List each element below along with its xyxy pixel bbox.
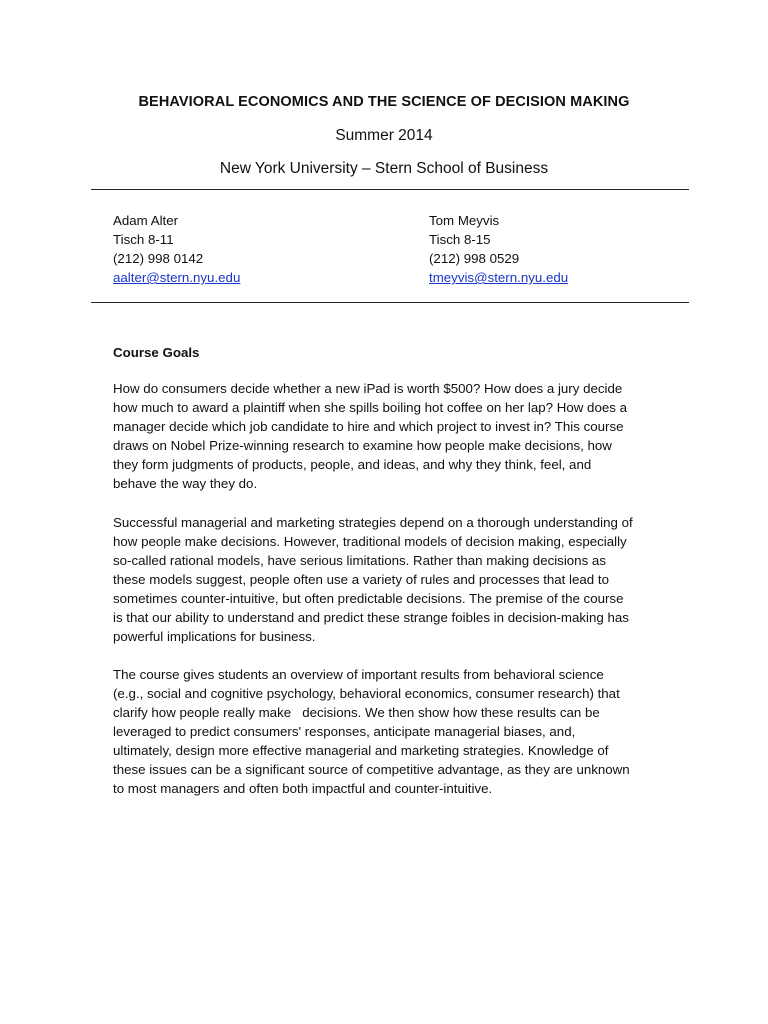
- instructor-email-link[interactable]: aalter@stern.nyu.edu: [113, 270, 241, 285]
- paragraph-line: how people make decisions. However, traditional models of decision making, especially: [113, 534, 627, 549]
- paragraph-line: how much to award a plaintiff when she spills boiling hot coffee on her lap? How does a: [113, 400, 627, 415]
- instructor-email-link[interactable]: tmeyvis@stern.nyu.edu: [429, 270, 569, 285]
- paragraph-line: is that our ability to understand and predict these strange foibles in decision-making has: [113, 610, 629, 625]
- instructor-phone: (212) 998 0529: [429, 251, 520, 266]
- instructor-name: Tom Meyvis: [429, 213, 500, 228]
- bottom-divider: [91, 302, 689, 303]
- paragraph-1: [113, 379, 673, 493]
- school-name: New York University – Stern School of Business: [219, 160, 549, 177]
- paragraph-line: these issues can be a significant source of competitive advantage, as they are unknown: [113, 762, 630, 777]
- paragraph-line: manager decide which job candidate to hire and which project to invest in? This course: [113, 419, 624, 434]
- paragraph-line: clarify how people really make decisions. We then show how these results can be: [113, 705, 600, 720]
- paragraph-line: ultimately, design more effective managerial and marketing strategies. Knowledge of: [113, 743, 609, 758]
- instructor-name: Adam Alter: [113, 213, 179, 228]
- paragraph-line: these models suggest, people often use a variety of rules and processes that lead to: [113, 572, 609, 587]
- paragraph-line: leveraged to predict consumers' responses, anticipate managerial biases, and,: [113, 724, 576, 739]
- paragraph-3: [113, 665, 673, 798]
- paragraph-line: draws on Nobel Prize-winning research to examine how people make decisions, how: [113, 438, 612, 453]
- paragraph-line: How do consumers decide whether a new iPad is worth $500? How does a jury decide: [113, 381, 623, 396]
- instructor-phone: (212) 998 0142: [113, 251, 204, 266]
- paragraph-line: Successful managerial and marketing strategies depend on a thorough understanding of: [113, 515, 633, 530]
- paragraph-line: they form judgments of products, people, and ideas, and why they think, feel, and: [113, 457, 592, 472]
- paragraph-line: powerful implications for business.: [113, 629, 316, 644]
- paragraph-line: to most managers and often both impactful and counter-intuitive.: [113, 781, 493, 796]
- course-term: Summer 2014: [335, 127, 433, 144]
- paragraph-line: sometimes counter-intuitive, but often predictable decisions. The premise of the course: [113, 591, 624, 606]
- instructor-block-alter: [113, 211, 240, 287]
- paragraph-line: (e.g., social and cognitive psychology, behavioral economics, consumer research) that: [113, 686, 620, 701]
- instructor-office: Tisch 8-15: [429, 232, 491, 247]
- paragraph-line: so-called rational models, have serious limitations. Rather than making decisions as: [113, 553, 606, 568]
- paragraph-2: [113, 513, 673, 646]
- course-title: BEHAVIORAL ECONOMICS AND THE SCIENCE OF DECISION MAKING: [138, 94, 630, 110]
- top-divider: [91, 189, 689, 190]
- instructor-office: Tisch 8-11: [113, 232, 174, 247]
- paragraph-line: behave the way they do.: [113, 476, 258, 491]
- section-heading-course-goals: Course Goals: [113, 345, 200, 360]
- instructor-block-meyvis: [429, 211, 568, 287]
- paragraph-line: The course gives students an overview of important results from behavioral science: [113, 667, 604, 682]
